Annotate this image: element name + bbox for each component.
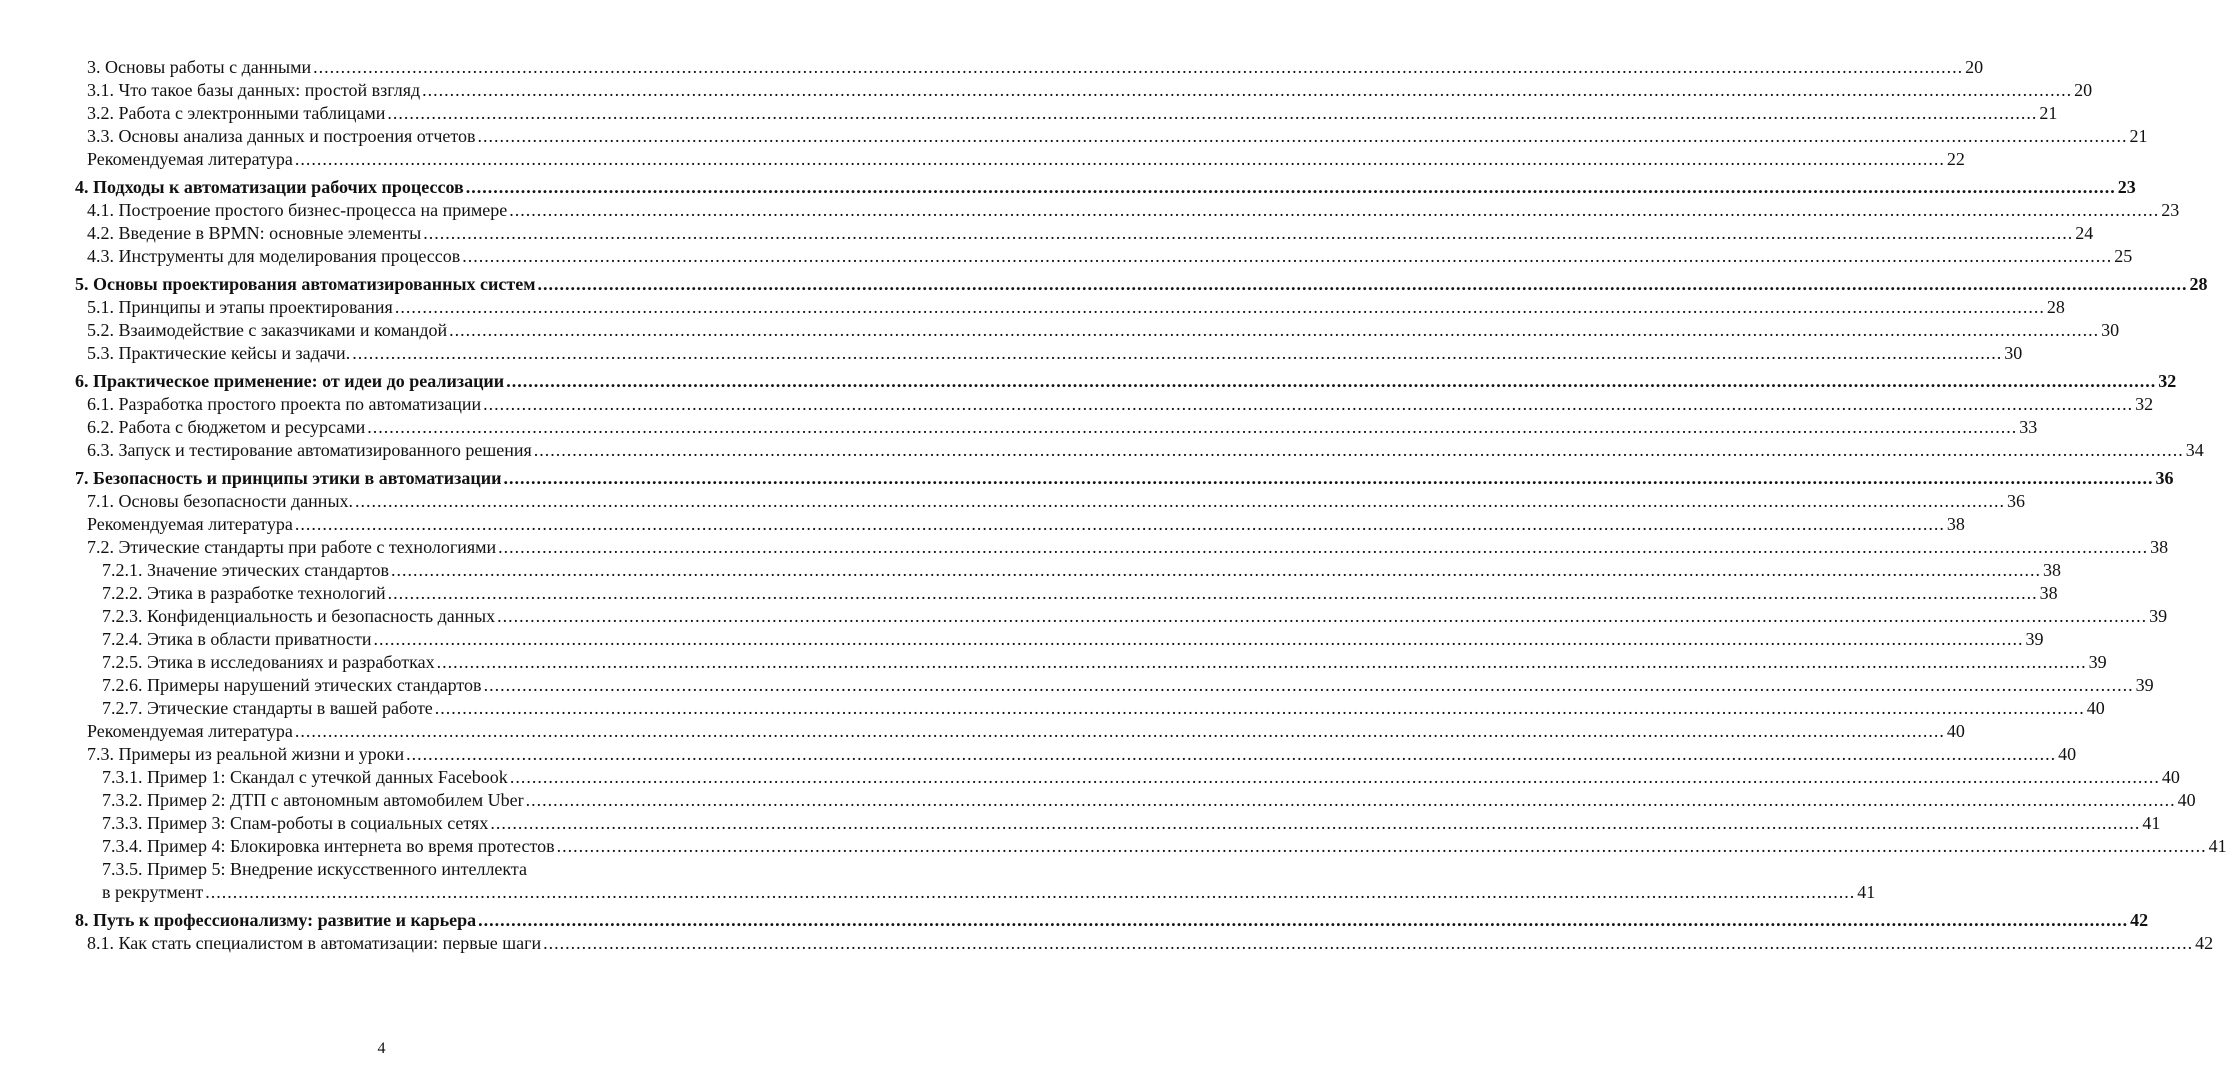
toc-leader-dots: ............................................................................................................................................................................................................................................................................................................ — [434, 698, 2085, 718]
toc-entry-title: 7.3.1. Пример 1: Скандал с утечкой данных Facebook — [102, 767, 508, 787]
toc-leader-dots: ............................................................................................................................................................................................................................................................................................................ — [509, 767, 2160, 787]
toc-leader-dots: ............................................................................................................................................................................................................................................................................................................ — [543, 933, 2194, 953]
toc-entry-page: 32 — [2135, 394, 2154, 414]
toc-entry-title: 7.2.4. Этика в области приватности — [102, 629, 372, 649]
toc-entry-title: 5.2. Взаимодействие с заказчиками и командой — [87, 320, 448, 340]
toc-entry-page: 38 — [2150, 537, 2169, 557]
toc-entry-page: 41 — [2208, 836, 2227, 856]
toc-entry-title: 7. Безопасность и принципы этики в автоматизации — [75, 468, 502, 488]
toc-leader-dots: ............................................................................................................................................................................................................................................................................................................ — [387, 103, 2038, 123]
toc-entry-s5-3[interactable] — [75, 342, 2023, 365]
toc-entry-page: 25 — [2114, 246, 2133, 266]
toc-entry-page: 40 — [2161, 767, 2180, 787]
toc-entry-title: 5. Основы проектирования автоматизированных систем — [75, 274, 536, 294]
toc-entry-title: 7.3.2. Пример 2: ДТП с автономным автомобилем Uber — [102, 790, 524, 810]
toc-entry-s7-2-2[interactable] — [75, 582, 2058, 605]
toc-leader-dots: ............................................................................................................................................................................................................................................................................................................ — [449, 320, 2100, 340]
toc-leader-dots: ............................................................................................................................................................................................................................................................................................................ — [498, 537, 2149, 557]
toc-entry-page: 42 — [2195, 933, 2214, 953]
toc-leader-dots: ............................................................................................................................................................................................................................................................................................................ — [423, 223, 2074, 243]
toc-entry-lit-c[interactable] — [75, 720, 1965, 743]
toc-leader-dots: ............................................................................................................................................................................................................................................................................................................ — [506, 371, 2157, 391]
toc-entry-title: 3. Основы работы с данными — [87, 57, 312, 77]
toc-entry-title: 7.2.6. Примеры нарушений этических стандартов — [102, 675, 482, 695]
toc-entry-s6-1[interactable] — [75, 393, 2154, 416]
toc-entry-title: 3.1. Что такое базы данных: простой взгляд — [87, 80, 421, 100]
toc-leader-dots: ............................................................................................................................................................................................................................................................................................................ — [509, 200, 2160, 220]
toc-entry-title: Рекомендуемая литература — [87, 721, 293, 741]
toc-entry-page: 28 — [2189, 274, 2208, 294]
toc-entry-s7-3-3[interactable] — [75, 812, 2161, 835]
toc-entry-title: 7.2.1. Значение этических стандартов — [102, 560, 390, 580]
toc-entry-page: 38 — [1946, 514, 1965, 534]
toc-chapter-ch4[interactable] — [75, 175, 2136, 199]
page-number: 4 — [377, 1040, 386, 1057]
toc-entry-lit-a[interactable] — [75, 148, 1965, 171]
toc-entry-title: 6.3. Запуск и тестирование автоматизированного решения — [87, 440, 532, 460]
toc-leader-dots: ............................................................................................................................................................................................................................................................................................................ — [373, 629, 2024, 649]
toc-entry-title: Рекомендуемая литература — [87, 514, 293, 534]
toc-entry-page: 41 — [2142, 813, 2161, 833]
toc-entry-page: 39 — [2135, 675, 2154, 695]
toc-entry-s7-3-5[interactable] — [75, 858, 1876, 904]
toc-entry-s4-2[interactable] — [75, 222, 2094, 245]
toc-entry-s8-1[interactable] — [75, 932, 2214, 955]
toc-entry-title: 4.2. Введение в BPMN: основные элементы — [87, 223, 422, 243]
toc-entry-page: 38 — [2043, 560, 2062, 580]
toc-entry-page: 20 — [2074, 80, 2093, 100]
toc-entry-s6-2[interactable] — [75, 416, 2038, 439]
toc-entry-page: 40 — [2177, 790, 2196, 810]
toc-leader-dots: ............................................................................................................................................................................................................................................................................................................ — [556, 836, 2207, 856]
toc-entry-page: 39 — [2149, 606, 2168, 626]
toc-entry-s5-2[interactable] — [75, 319, 2120, 342]
toc-entry-s7-1[interactable] — [75, 490, 2026, 513]
toc-entry-page: 32 — [2158, 371, 2177, 391]
toc-entry-page: 28 — [2046, 297, 2065, 317]
toc-leader-dots: ............................................................................................................................................................................................................................................................................................................ — [294, 149, 1945, 169]
toc-entry-title: 7.3.5. Пример 5: Внедрение искусственного интеллекта — [102, 859, 528, 879]
toc-entry-title: 8. Путь к профессионализму: развитие и карьера — [75, 910, 477, 930]
toc-entry-s7-3-4[interactable] — [75, 835, 2227, 858]
toc-entry-title: 7.3. Примеры из реальной жизни и уроки — [87, 744, 405, 764]
toc-leader-dots: ............................................................................................................................................................................................................................................................................................................ — [490, 813, 2141, 833]
toc-entry-s7-2-7[interactable] — [75, 697, 2105, 720]
toc-leader-dots: ............................................................................................................................................................................................................................................................................................................ — [525, 790, 2176, 810]
toc-entry-s3-2[interactable] — [75, 102, 2058, 125]
toc-leader-dots: ............................................................................................................................................................................................................................................................................................................ — [503, 468, 2154, 488]
toc-entry-page: 30 — [2101, 320, 2120, 340]
toc-entry-title-continued: в рекрутмент — [102, 882, 204, 902]
toc-leader-dots: ............................................................................................................................................................................................................................................................................................................ — [533, 440, 2184, 460]
toc-leader-dots: ............................................................................................................................................................................................................................................................................................................ — [205, 882, 1856, 902]
toc-leader-dots: ............................................................................................................................................................................................................................................................................................................ — [367, 417, 2018, 437]
toc-leader-dots: ............................................................................................................................................................................................................................................................................................................ — [294, 514, 1945, 534]
toc-entry-s7-2-5[interactable] — [75, 651, 2107, 674]
toc-entry-title: 3.2. Работа с электронными таблицами — [87, 103, 386, 123]
toc-entry-title: 6.1. Разработка простого проекта по автоматизации — [87, 394, 482, 414]
toc-entry-s7-2-6[interactable] — [75, 674, 2154, 697]
toc-entry-page: 39 — [2025, 629, 2044, 649]
toc-leader-dots: ............................................................................................................................................................................................................................................................................................................ — [394, 297, 2045, 317]
toc-entry-page: 33 — [2019, 417, 2038, 437]
toc-entry-s3-1[interactable] — [75, 79, 2093, 102]
toc-entry-title: 4.1. Построение простого бизнес-процесса на примере — [87, 200, 508, 220]
toc-chapter-ch6[interactable] — [75, 369, 2177, 393]
toc-entry-title: 7.2.5. Этика в исследованиях и разработках — [102, 652, 435, 672]
toc-leader-dots: ............................................................................................................................................................................................................................................................................................................ — [483, 675, 2134, 695]
toc-leader-dots: ............................................................................................................................................................................................................................................................................................................ — [352, 343, 2003, 363]
toc-leader-dots: ............................................................................................................................................................................................................................................................................................................ — [465, 177, 2116, 197]
toc-entry-title: Рекомендуемая литература — [87, 149, 293, 169]
toc-leader-dots: ............................................................................................................................................................................................................................................................................................................ — [462, 246, 2113, 266]
toc-entry-page: 22 — [1946, 149, 1965, 169]
toc-entry-s7-2-3[interactable] — [75, 605, 2168, 628]
toc-entry-s7-2-4[interactable] — [75, 628, 2044, 651]
toc-leader-dots: ............................................................................................................................................................................................................................................................................................................ — [483, 394, 2134, 414]
toc-chapter-ch5[interactable] — [75, 272, 2208, 296]
toc-entry-page: 21 — [2039, 103, 2058, 123]
toc-leader-dots: ............................................................................................................................................................................................................................................................................................................ — [355, 491, 2006, 511]
toc-entry-s7-3-2[interactable] — [75, 789, 2196, 812]
toc-leader-dots: ............................................................................................................................................................................................................................................................................................................ — [313, 57, 1964, 77]
toc-entry-title: 6.2. Работа с бюджетом и ресурсами — [87, 417, 366, 437]
toc-entry-s3-3[interactable] — [75, 125, 2148, 148]
toc-entry-title: 8.1. Как стать специалистом в автоматизации: первые шаги — [87, 933, 542, 953]
toc-entry-title: 7.1. Основы безопасности данных. — [87, 491, 354, 511]
toc-entry-page: 40 — [2086, 698, 2105, 718]
toc-entry-s5-1[interactable] — [75, 296, 2065, 319]
toc-chapter-ch7[interactable] — [75, 466, 2174, 490]
toc-entry-s6-3[interactable] — [75, 439, 2204, 462]
toc-entry-title: 7.3.4. Пример 4: Блокировка интернета во время протестов — [102, 836, 555, 856]
toc-entry-lit-b[interactable] — [75, 513, 1965, 536]
toc-leader-dots: ............................................................................................................................................................................................................................................................................................................ — [387, 583, 2038, 603]
toc-entry-s7-3[interactable] — [75, 743, 2077, 766]
toc-leader-dots: ............................................................................................................................................................................................................................................................................................................ — [406, 744, 2057, 764]
toc-entry-page: 40 — [1946, 721, 1965, 741]
toc-entry-title: 7.3.3. Пример 3: Спам-роботы в социальных сетях — [102, 813, 489, 833]
toc-entry-page: 41 — [1857, 882, 1876, 902]
toc-entry-title: 7.2. Этические стандарты при работе с технологиями — [87, 537, 497, 557]
toc-entry-title: 7.2.3. Конфиденциальность и безопасность данных — [102, 606, 496, 626]
toc-leader-dots: ............................................................................................................................................................................................................................................................................................................ — [497, 606, 2148, 626]
toc-leader-dots: ............................................................................................................................................................................................................................................................................................................ — [294, 721, 1945, 741]
toc-entry-title: 4.3. Инструменты для моделирования процессов — [87, 246, 461, 266]
table-of-contents — [75, 56, 2227, 955]
toc-entry-page: 38 — [2039, 583, 2058, 603]
toc-leader-dots: ............................................................................................................................................................................................................................................................................................................ — [391, 560, 2042, 580]
toc-entry-page: 21 — [2129, 126, 2148, 146]
toc-entry-title: 5.1. Принципы и этапы проектирования — [87, 297, 393, 317]
toc-leader-dots: ............................................................................................................................................................................................................................................................................................................ — [477, 126, 2128, 146]
toc-entry-s3[interactable] — [75, 56, 1984, 79]
toc-entry-s4-1[interactable] — [75, 199, 2180, 222]
toc-entry-title: 4. Подходы к автоматизации рабочих процессов — [75, 177, 464, 197]
toc-entry-page: 23 — [2117, 177, 2136, 197]
toc-entry-s4-3[interactable] — [75, 245, 2133, 268]
toc-entry-title: 6. Практическое применение: от идеи до реализации — [75, 371, 505, 391]
toc-entry-page: 20 — [1965, 57, 1984, 77]
toc-entry-page: 34 — [2185, 440, 2204, 460]
toc-entry-page: 36 — [2155, 468, 2174, 488]
toc-entry-title: 5.3. Практические кейсы и задачи. — [87, 343, 351, 363]
toc-leader-dots: ............................................................................................................................................................................................................................................................................................................ — [422, 80, 2073, 100]
toc-leader-dots: ............................................................................................................................................................................................................................................................................................................ — [478, 910, 2129, 930]
toc-entry-page: 39 — [2088, 652, 2107, 672]
toc-entry-page: 36 — [2007, 491, 2026, 511]
toc-entry-page: 42 — [2130, 910, 2149, 930]
toc-leader-dots: ............................................................................................................................................................................................................................................................................................................ — [537, 274, 2188, 294]
toc-entry-s7-2-1[interactable] — [75, 559, 2062, 582]
toc-leader-dots: ............................................................................................................................................................................................................................................................................................................ — [436, 652, 2087, 672]
toc-entry-s7-3-1[interactable] — [75, 766, 2180, 789]
toc-entry-page: 40 — [2058, 744, 2077, 764]
toc-entry-title: 7.2.2. Этика в разработке технологий — [102, 583, 386, 603]
toc-entry-page: 30 — [2004, 343, 2023, 363]
toc-entry-page: 23 — [2161, 200, 2180, 220]
toc-entry-page: 24 — [2075, 223, 2094, 243]
toc-entry-s7-2[interactable] — [75, 536, 2169, 559]
toc-chapter-ch8[interactable] — [75, 908, 2149, 932]
toc-entry-title: 3.3. Основы анализа данных и построения отчетов — [87, 126, 476, 146]
toc-entry-title: 7.2.7. Этические стандарты в вашей работе — [102, 698, 433, 718]
